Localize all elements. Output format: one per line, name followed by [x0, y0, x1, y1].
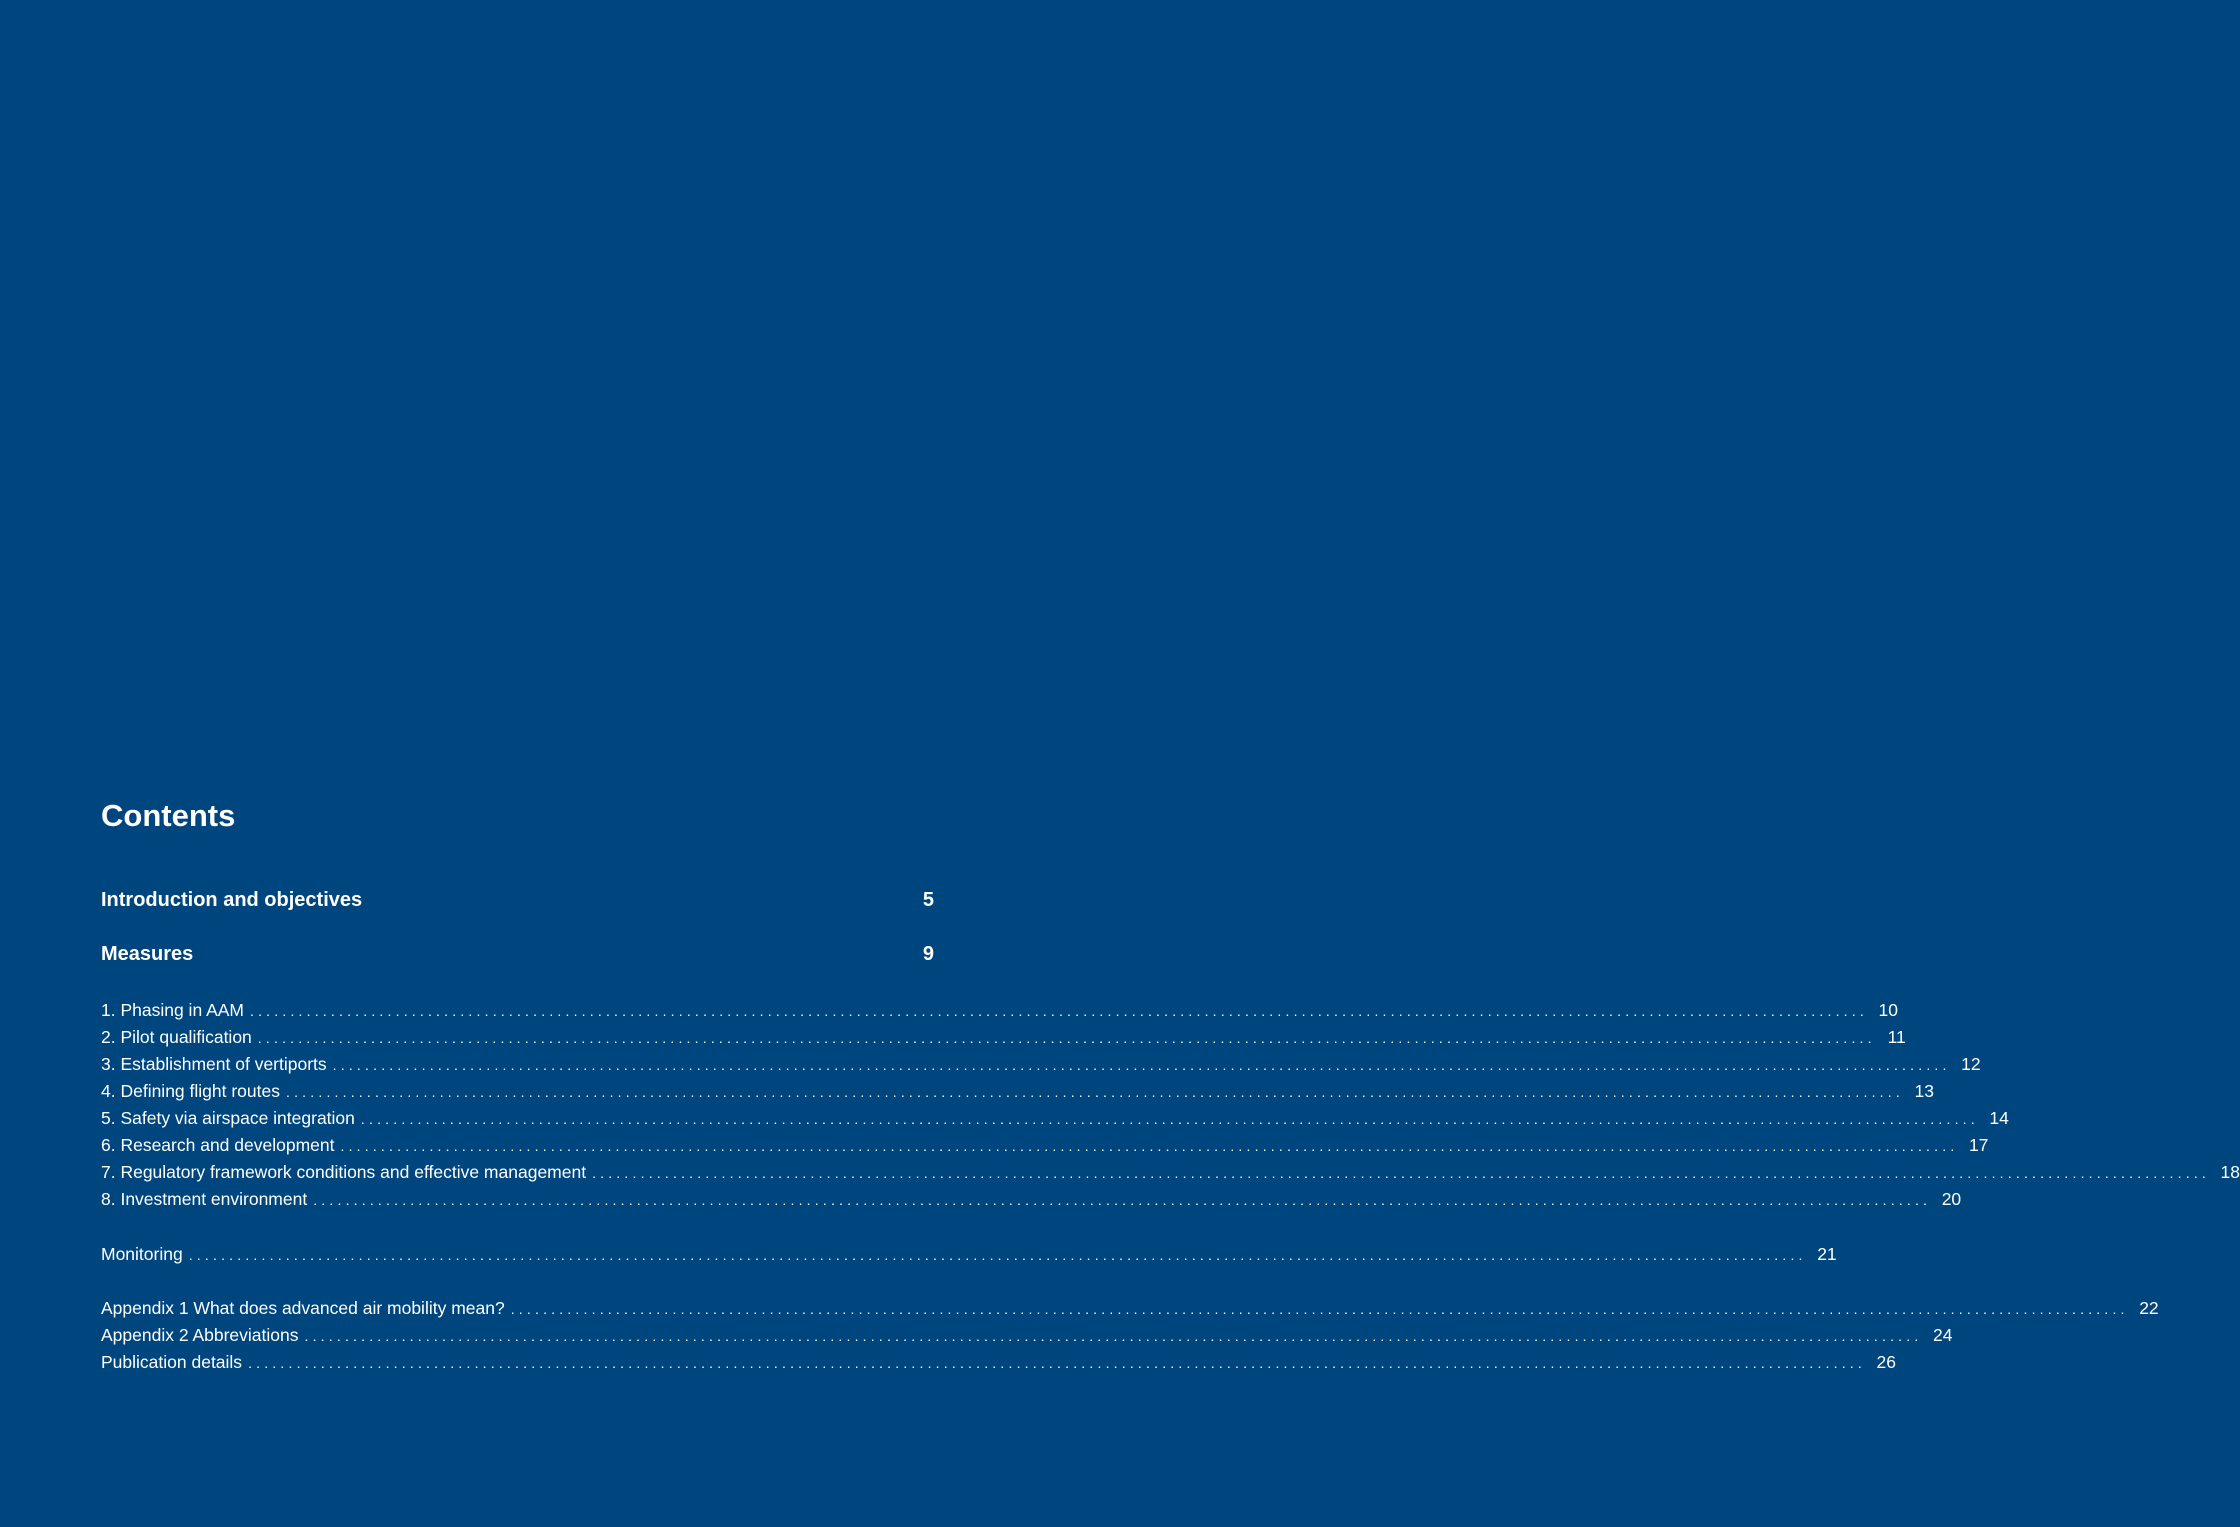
toc-entry-page: 21 — [1817, 1244, 1837, 1264]
toc-leader-dots: ........................................................................................................................................................................................................ — [250, 1003, 1868, 1019]
toc-heading-introduction[interactable] — [101, 887, 934, 913]
toc-entry-pilot-qualification[interactable] — [101, 1025, 1906, 1049]
toc-entry-appendix-2[interactable] — [101, 1323, 1953, 1347]
toc-entry-regulatory-framework[interactable] — [101, 1160, 2240, 1184]
toc-entry-airspace-integration[interactable] — [101, 1106, 2009, 1130]
toc-entry-vertiports[interactable] — [101, 1052, 1981, 1076]
toc-entry-phasing-in-aam[interactable] — [101, 998, 1898, 1022]
page-title: Contents — [101, 798, 236, 833]
toc-entry-label: 3. Establishment of vertiports — [101, 1054, 327, 1074]
toc-heading-label: Introduction and objectives — [101, 889, 363, 911]
toc-leader-dots: ........................................................................................................................................................................................................ — [360, 1111, 1979, 1127]
toc-entry-page: 20 — [1941, 1189, 1962, 1209]
toc-heading-label: Measures — [101, 943, 194, 965]
toc-entry-page: 13 — [1914, 1081, 1934, 1101]
toc-entry-label: Monitoring — [101, 1244, 183, 1264]
toc-leader-dots: ........................................................................................................................................................................................................ — [188, 1247, 1807, 1263]
toc-entry-label: 8. Investment environment — [101, 1189, 308, 1209]
toc-entry-page: 14 — [1989, 1108, 2009, 1128]
toc-entry-label: 6. Research and development — [101, 1135, 335, 1155]
toc-leader-dots: ........................................................................................................................................................................................................ — [592, 1165, 2211, 1181]
toc-leader-dots: ........................................................................................................................................................................................................ — [286, 1084, 1904, 1100]
toc-entry-research[interactable] — [101, 1133, 1989, 1157]
toc-leader-dots: ........................................................................................................................................................................................................ — [340, 1138, 1959, 1154]
toc-leader-dots: ........................................................................................................................................................................................................ — [257, 1030, 1876, 1046]
toc-entry-label: 4. Defining flight routes — [101, 1081, 280, 1101]
toc-leader-dots: ........................................................................................................................................................................................................ — [332, 1057, 1951, 1073]
toc-entry-label: 5. Safety via airspace integration — [101, 1108, 355, 1128]
toc-entry-page: 24 — [1932, 1325, 1953, 1345]
toc-leader-dots: ........................................................................................................................................................................................................ — [313, 1192, 1932, 1208]
toc-heading-page: 9 — [922, 943, 934, 965]
toc-leader-dots: ........................................................................................................................................................................................................ — [248, 1355, 1866, 1371]
toc-entry-page: 11 — [1887, 1027, 1906, 1047]
toc-entry-flight-routes[interactable] — [101, 1079, 1934, 1103]
toc-entry-appendix-1[interactable] — [101, 1296, 2159, 1320]
toc-entry-label: Publication details — [101, 1352, 243, 1372]
toc-entry-page: 18 — [2220, 1162, 2240, 1182]
toc-entry-page: 26 — [1876, 1352, 1896, 1372]
toc-entry-label: Appendix 1 What does advanced air mobility mean? — [101, 1298, 505, 1318]
toc-entry-label: Appendix 2 Abbreviations — [101, 1325, 299, 1345]
toc-entry-page: 17 — [1968, 1135, 1989, 1155]
toc-entry-label: 1. Phasing in AAM — [101, 1000, 244, 1020]
toc-entry-label: 7. Regulatory framework conditions and effective management — [101, 1162, 587, 1182]
toc-entry-publication-details[interactable] — [101, 1350, 1896, 1374]
toc-entry-page: 22 — [2139, 1298, 2159, 1318]
toc-leader-dots: ........................................................................................................................................................................................................ — [510, 1301, 2129, 1317]
toc-entry-investment[interactable] — [101, 1187, 1962, 1211]
toc-entry-page: 10 — [1878, 1000, 1898, 1020]
toc-entry-page: 12 — [1961, 1054, 1981, 1074]
toc-leader-dots: ........................................................................................................................................................................................................ — [304, 1328, 1923, 1344]
toc-entry-monitoring[interactable] — [101, 1242, 1837, 1266]
toc-heading-page: 5 — [922, 889, 934, 911]
toc-entry-label: 2. Pilot qualification — [101, 1027, 252, 1047]
toc-heading-measures[interactable] — [101, 941, 934, 967]
